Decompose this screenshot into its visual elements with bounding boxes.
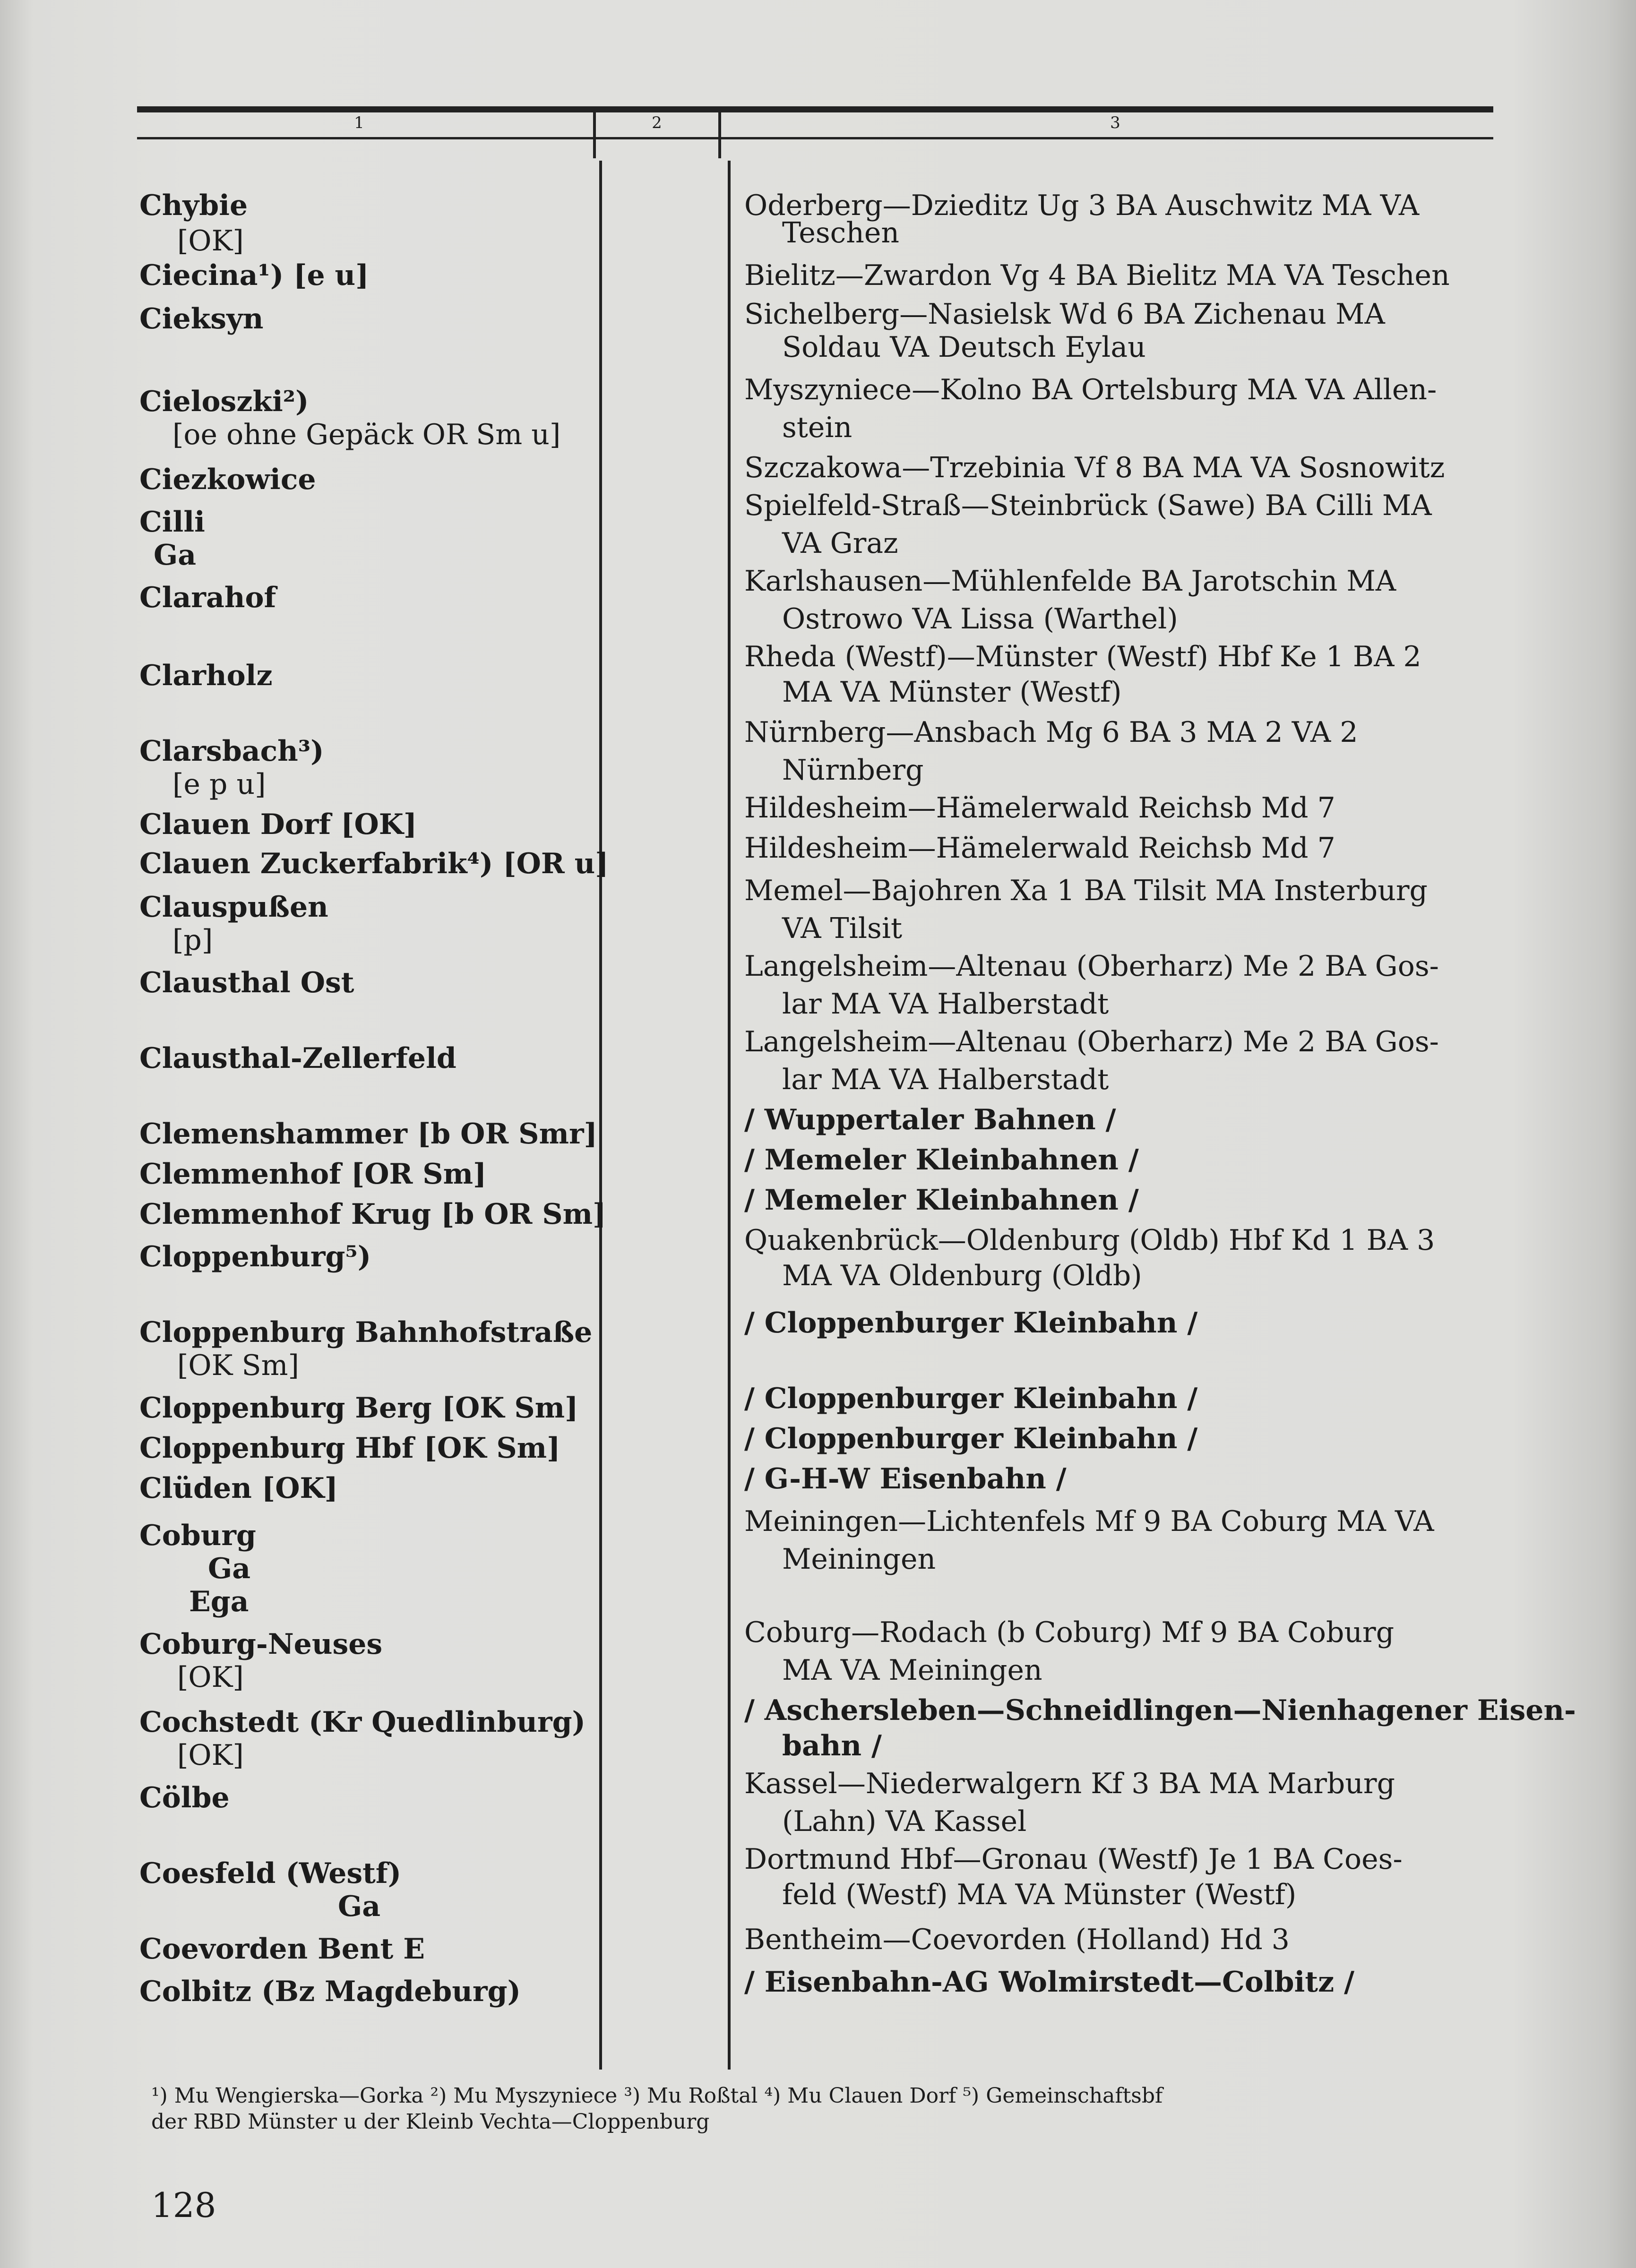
route-line: / Cloppenburger Kleinbahn / (744, 1306, 1198, 1340)
column-divider-2 (728, 161, 731, 2070)
route-line-2: lar MA VA Halberstadt (782, 988, 1109, 1021)
route-line: Kassel—Niederwalgern Kf 3 BA MA Marburg (744, 1767, 1395, 1800)
station-name: Coevorden Bent E (139, 1933, 425, 1966)
route-line-2: feld (Westf) MA VA Münster (Westf) (782, 1878, 1297, 1911)
route-line: Meiningen—Lichtenfels Mf 9 BA Coburg MA VA (744, 1505, 1434, 1538)
route-line-2: bahn / (782, 1729, 882, 1762)
header-divider-1 (593, 111, 596, 158)
station-name: Cloppenburg Bahnhofstraße (139, 1316, 593, 1349)
route-line: Sichelberg—Nasielsk Wd 6 BA Zichenau MA (744, 298, 1385, 331)
route-line: Myszyniece—Kolno BA Ortelsburg MA VA Allen- (744, 373, 1437, 406)
station-name: Clemenshammer [b OR Smr] (139, 1117, 597, 1151)
route-line-2: VA Tilsit (782, 912, 903, 945)
station-note: [OK] (177, 224, 244, 258)
route-line: / Memeler Kleinbahnen / (744, 1184, 1139, 1217)
header-divider-2 (718, 111, 721, 158)
station-name: Clauen Dorf [OK] (139, 808, 417, 841)
station-note: [e p u] (172, 768, 266, 801)
route-line: Quakenbrück—Oldenburg (Oldb) Hbf Kd 1 BA 3 (744, 1224, 1435, 1257)
station-name: Clausthal Ost (139, 966, 354, 999)
route-line: Dortmund Hbf—Gronau (Westf) Je 1 BA Coes- (744, 1843, 1403, 1876)
route-line: Langelsheim—Altenau (Oberharz) Me 2 BA Gos- (744, 1025, 1439, 1058)
route-line: / Aschersleben—Schneidlingen—Nienhagener Eisen- (744, 1694, 1576, 1727)
station-note: [OK] (177, 1739, 244, 1772)
station-name: Cieksyn (139, 302, 264, 335)
top-rule (137, 106, 1493, 112)
station-name: Clarahof (139, 581, 276, 614)
footnote-line-1: ¹) Mu Wengierska—Gorka ²) Mu Myszyniece ³) Mu Roßtal ⁴) Mu Clauen Dorf ⁵) Gemeinschaftsbf (151, 2084, 1163, 2108)
route-line-2: MA VA Münster (Westf) (782, 676, 1122, 709)
station-name: Clemmenhof [OR Sm] (139, 1158, 487, 1191)
header-rule (137, 137, 1493, 139)
station-name: Cloppenburg Hbf [OK Sm] (139, 1432, 560, 1465)
station-name: Chybie (139, 189, 248, 222)
station-name: Cilli (139, 506, 205, 539)
station-note: [oe ohne Gepäck OR Sm u] (172, 418, 561, 451)
station-name: Clauspußen (139, 891, 328, 924)
route-line-2: Meiningen (782, 1543, 936, 1576)
station-name: Colbitz (Bz Magdeburg) (139, 1975, 521, 2008)
route-line: Spielfeld-Straß—Steinbrück (Sawe) BA Cilli MA (744, 489, 1432, 522)
route-line: Rheda (Westf)—Münster (Westf) Hbf Ke 1 BA 2 (744, 640, 1421, 673)
route-line-2: VA Graz (782, 527, 898, 560)
column-header-1: 1 (354, 113, 364, 132)
route-line: Bentheim—Coevorden (Holland) Hd 3 (744, 1923, 1290, 1956)
column-header-3: 3 (1110, 113, 1120, 132)
station-name: Cloppenburg Berg [OK Sm] (139, 1392, 578, 1425)
route-line: Bielitz—Zwardon Vg 4 BA Bielitz MA VA Teschen (744, 259, 1450, 292)
station-name: Cieloszki²) (139, 385, 309, 418)
route-line: Langelsheim—Altenau (Oberharz) Me 2 BA Gos- (744, 950, 1439, 983)
route-line: Hildesheim—Hämelerwald Reichsb Md 7 (744, 832, 1335, 865)
route-line: Coburg—Rodach (b Coburg) Mf 9 BA Coburg (744, 1616, 1395, 1649)
route-line: Szczakowa—Trzebinia Vf 8 BA MA VA Sosnowitz (744, 451, 1445, 484)
route-line: Hildesheim—Hämelerwald Reichsb Md 7 (744, 791, 1335, 825)
route-line-2: lar MA VA Halberstadt (782, 1063, 1109, 1096)
page-number: 128 (151, 2185, 216, 2225)
station-name: Cölbe (139, 1781, 230, 1814)
route-line: Karlshausen—Mühlenfelde BA Jarotschin MA (744, 565, 1396, 598)
station-name: Clarholz (139, 659, 273, 692)
route-line-2: Nürnberg (782, 754, 924, 787)
route-line: / Memeler Kleinbahnen / (744, 1143, 1139, 1177)
station-name: Ciecina¹) [e u] (139, 259, 369, 292)
station-name: Clüden [OK] (139, 1472, 338, 1505)
route-line: / Cloppenburger Kleinbahn / (744, 1422, 1198, 1455)
station-name: Clarsbach³) (139, 735, 324, 768)
station-note: [p] (172, 924, 213, 957)
station-note: Ga (338, 1890, 381, 1923)
column-header-2: 2 (652, 113, 662, 132)
route-line: Memel—Bajohren Xa 1 BA Tilsit MA Insterburg (744, 874, 1428, 907)
route-line: / Eisenbahn-AG Wolmirstedt—Colbitz / (744, 1966, 1354, 1999)
station-name: Cochstedt (Kr Quedlinburg) (139, 1706, 586, 1739)
route-line-2: Teschen (782, 216, 900, 249)
route-line-2: (Lahn) VA Kassel (782, 1805, 1027, 1838)
route-line: / Cloppenburger Kleinbahn / (744, 1382, 1198, 1415)
route-line: / G-H-W Eisenbahn / (744, 1462, 1067, 1495)
station-name: Ciezkowice (139, 463, 316, 496)
station-name: Cloppenburg⁵) (139, 1240, 371, 1273)
route-line-2: Soldau VA Deutsch Eylau (782, 331, 1146, 364)
route-line: Oderberg—Dzieditz Ug 3 BA Auschwitz MA VA (744, 189, 1420, 222)
route-line-2: MA VA Oldenburg (Oldb) (782, 1259, 1142, 1292)
route-line: / Wuppertaler Bahnen / (744, 1103, 1116, 1136)
station-name: Clemmenhof Krug [b OR Sm] (139, 1198, 606, 1231)
station-note: [OK Sm] (177, 1349, 299, 1382)
route-line: Nürnberg—Ansbach Mg 6 BA 3 MA 2 VA 2 (744, 716, 1358, 749)
column-divider-1 (599, 161, 602, 2070)
route-line-2: Ostrowo VA Lissa (Warthel) (782, 602, 1178, 636)
route-line-2: stein (782, 411, 852, 444)
station-name: Clauen Zuckerfabrik⁴) [OR u] (139, 847, 609, 880)
station-note: Ga (154, 539, 197, 572)
station-name: Coesfeld (Westf) (139, 1857, 402, 1890)
station-note-2: Ega (189, 1585, 249, 1618)
station-name: Coburg-Neuses (139, 1628, 383, 1661)
route-line-2: MA VA Meiningen (782, 1654, 1042, 1687)
footnote-line-2: der RBD Münster u der Kleinb Vechta—Cloppenburg (151, 2110, 710, 2134)
station-note: [OK] (177, 1661, 244, 1694)
station-name: Coburg (139, 1519, 256, 1552)
station-note: Ga (208, 1552, 251, 1585)
station-name: Clausthal-Zellerfeld (139, 1042, 456, 1075)
